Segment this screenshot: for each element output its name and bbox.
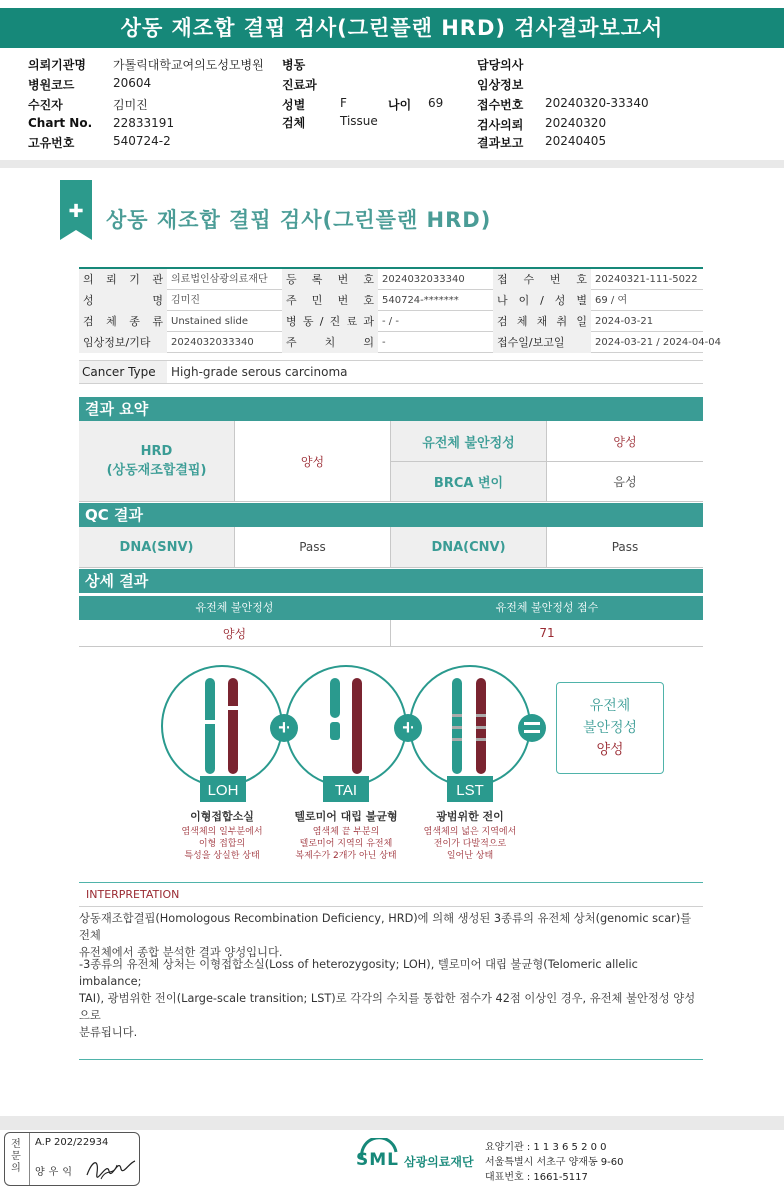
grid-divider	[390, 620, 391, 646]
info-label: 나 이 / 성 별	[493, 290, 591, 311]
snv-label: DNA(SNV)	[79, 527, 234, 567]
interpretation-line: 분류됩니다.	[79, 1026, 138, 1039]
snv-value: Pass	[299, 540, 326, 554]
interpretation-top-rule	[79, 882, 703, 883]
info-value: -	[382, 337, 386, 348]
interpretation-title: INTERPRETATION	[86, 888, 180, 901]
svg-text:+: +	[278, 717, 290, 739]
divider-band	[0, 160, 784, 168]
tai-desc: 염색체 끝 부분의	[312, 827, 380, 837]
tai-desc: 복제수가 2개가 아닌 상태	[295, 851, 397, 861]
interpretation-line: 상동재조합결핍(Homologous Recombination Deficiency, HRD)에 의해 생성된 3종류의 유전체 상처(genomic scar)를 전체	[79, 912, 692, 942]
info-row	[79, 269, 703, 290]
report-title-bar: 상동 재조합 결핍 검사(그린플랜 HRD) 검사결과보고서	[0, 8, 784, 48]
hrd-label-line1: HRD	[140, 444, 173, 459]
loh-desc: 염색체의 일부분에서	[181, 827, 263, 837]
grid-divider	[546, 527, 547, 567]
interpretation-sub-rule	[79, 906, 703, 907]
brca-value: 음성	[613, 475, 637, 489]
loh-title: 이형접합소실	[190, 810, 254, 823]
medical-cross-icon: ✚	[68, 201, 84, 222]
lst-caption	[408, 808, 532, 862]
label-age: 나이	[388, 98, 412, 112]
info-label: 병 동 / 진 료 과	[282, 311, 378, 332]
value-report-date: 20240405	[545, 134, 607, 148]
qc-grid	[79, 527, 703, 568]
value-request-date: 20240320	[545, 116, 607, 130]
detail-col1-value: 양성	[222, 626, 247, 641]
info-label: 접수일/보고일	[493, 332, 591, 353]
tai-circle	[286, 666, 406, 802]
instability-label: 유전체 불안정성	[391, 421, 546, 461]
report-title: 상동 재조합 결핍 검사(그린플랜 HRD)	[106, 208, 492, 232]
hrd-value: 양성	[300, 454, 325, 469]
value-receipt-no: 20240320-33340	[545, 96, 649, 110]
loh-desc: 특성을 상실한 상태	[184, 851, 260, 861]
cnv-label: DNA(CNV)	[391, 527, 546, 567]
interpretation-line: -3종류의 유전체 상처는 이형접합소실(Loss of heterozygosity; LOH), 텔로미어 대립 불균형(Telomeric allelic imbalance;	[79, 958, 638, 988]
value-institution: 가톨릭대학교여의도성모병원	[113, 58, 264, 72]
value-sex: F	[340, 96, 347, 110]
loh-tag: LOH	[207, 782, 239, 799]
grid-divider	[390, 527, 391, 567]
loh-circle	[162, 666, 282, 802]
grid-divider	[234, 527, 235, 567]
loh-desc: 이형 접합의	[198, 839, 246, 849]
label-doctor: 담당의사	[477, 58, 524, 72]
info-value: 2024-03-21	[595, 316, 654, 327]
qc-heading: QC 결과	[79, 503, 703, 527]
interpretation-line: 유전체에서 종합 분석한 결과 양성입니다.	[79, 946, 283, 959]
label-clinical-info: 임상정보	[477, 78, 524, 92]
label-department: 진료과	[282, 78, 317, 92]
interpretation-paragraph-1	[79, 910, 703, 961]
tai-tag: TAI	[334, 782, 358, 799]
info-value: 2024032033340	[382, 274, 465, 285]
footer-band	[0, 1116, 784, 1130]
info-value: - / -	[382, 316, 399, 327]
info-value: 2024032033340	[171, 337, 254, 348]
tai-title: 텔로미어 대립 불균형	[294, 810, 398, 823]
label-sex: 성별	[282, 98, 306, 112]
result-value: 양성	[596, 742, 624, 758]
interpretation-line: TAI), 광범위한 전이(Large-scale transition; LST)로 각각의 수치를 통합한 점수가 42점 이상인 경우, 유전체 불안정성 양성으로	[79, 992, 696, 1022]
label-unique-no: 고유번호	[28, 136, 75, 150]
equals-icon	[518, 714, 546, 742]
value-patient: 김미진	[113, 98, 148, 112]
detail-col1-header: 유전체 불안정성	[195, 601, 274, 614]
info-label: 의 뢰 기 관	[79, 269, 167, 290]
detail-grid	[79, 620, 703, 647]
info-label: 성 명	[79, 290, 167, 311]
detail-col2-header: 유전체 불안정성 점수	[495, 601, 599, 614]
grid-divider	[234, 421, 235, 501]
detail-heading: 상세 결과	[79, 569, 703, 593]
label-ward: 병동	[282, 58, 306, 72]
tai-caption	[284, 808, 408, 862]
value-specimen: Tissue	[340, 114, 378, 128]
cancer-type-label: Cancer Type	[79, 361, 167, 383]
cancer-type-row	[79, 360, 703, 384]
grid-divider	[391, 461, 703, 462]
lst-desc: 염색체의 넓은 지역에서	[423, 827, 517, 837]
org-info	[485, 1140, 624, 1185]
info-label: 등 록 번 호	[282, 269, 378, 290]
lst-desc: 전이가 다발적으로	[433, 839, 507, 849]
info-row	[79, 311, 703, 332]
info-label: 주 치 의	[282, 332, 378, 353]
detail-table-header	[79, 596, 703, 620]
detail-col2-value: 71	[539, 626, 555, 640]
cnv-value: Pass	[611, 540, 639, 554]
org-name: 삼광의료재단	[404, 1155, 474, 1169]
cancer-type-value: High-grade serous carcinoma	[171, 365, 348, 379]
instability-result-box	[556, 682, 664, 774]
info-value: 김미진	[171, 295, 200, 306]
label-report-date: 결과보고	[477, 136, 524, 150]
brca-label: BRCA 변이	[391, 462, 546, 501]
signature-role: 전문의	[11, 1139, 21, 1174]
org-address: 서울특별시 서초구 양재동 9-60	[485, 1157, 624, 1168]
lst-circle	[410, 666, 530, 802]
interpretation-paragraph-2	[79, 956, 703, 1041]
info-value: 540724-*******	[382, 295, 459, 306]
signature-divider	[29, 1133, 30, 1185]
value-chart-no: 22833191	[113, 116, 175, 130]
result-line1: 유전체	[589, 698, 631, 714]
instability-value: 양성	[613, 434, 637, 449]
info-label: 검 체 채 취 일	[493, 311, 591, 332]
label-receipt-no: 접수번호	[477, 98, 524, 112]
info-value: Unstained slide	[171, 316, 248, 327]
value-hospital-code: 20604	[113, 76, 152, 90]
lst-tag: LST	[456, 782, 484, 799]
info-value: 2024-03-21 / 2024-04-04	[595, 337, 721, 348]
org-code: 요양기관 : 1 1 3 6 5 2 0 0	[485, 1142, 607, 1153]
value-age: 69	[428, 96, 444, 110]
info-value: 20240321-111-5022	[595, 274, 698, 285]
tai-desc: 텔로미어 지역의 유전체	[299, 839, 393, 849]
info-row	[79, 332, 721, 353]
hrd-label-line2: (상동재조합결핍)	[106, 463, 207, 478]
org-logo-text: SML	[356, 1150, 399, 1170]
label-specimen: 검체	[282, 116, 306, 130]
signature-license: A.P 202/22934	[35, 1137, 109, 1148]
label-patient: 수진자	[28, 98, 63, 112]
org-phone: 대표번호 : 1661-5117	[485, 1172, 588, 1183]
info-label: 주 민 번 호	[282, 290, 378, 311]
info-label: 접 수 번 호	[493, 269, 591, 290]
info-row	[79, 290, 703, 311]
info-value: 의료법인삼광의료재단	[171, 274, 268, 285]
patient-header	[0, 52, 784, 156]
lst-title: 광범위한 전이	[436, 810, 504, 823]
hrd-label	[79, 421, 234, 501]
info-value: 69 / 여	[595, 295, 628, 306]
handwritten-signature	[83, 1153, 139, 1183]
info-label: 임상정보/기타	[79, 332, 167, 353]
loh-caption	[160, 808, 284, 862]
summary-grid	[79, 421, 703, 502]
label-chart-no: Chart No.	[28, 116, 93, 130]
signature-box	[4, 1132, 140, 1186]
label-request-date: 검사의뢰	[477, 118, 524, 132]
specimen-info-table	[79, 267, 721, 353]
label-hospital-code: 병원코드	[28, 78, 75, 92]
info-label: 검 체 종 류	[79, 311, 167, 332]
label-institution: 의뢰기관명	[28, 58, 86, 72]
result-line2: 불안정성	[582, 720, 638, 736]
svg-text:+: +	[402, 717, 414, 739]
interpretation-bottom-rule	[79, 1059, 703, 1060]
signature-name: 양우익	[35, 1167, 76, 1178]
summary-heading: 결과 요약	[79, 397, 703, 421]
value-unique-no: 540724-2	[113, 134, 171, 148]
lst-desc: 일어난 상태	[446, 851, 494, 861]
